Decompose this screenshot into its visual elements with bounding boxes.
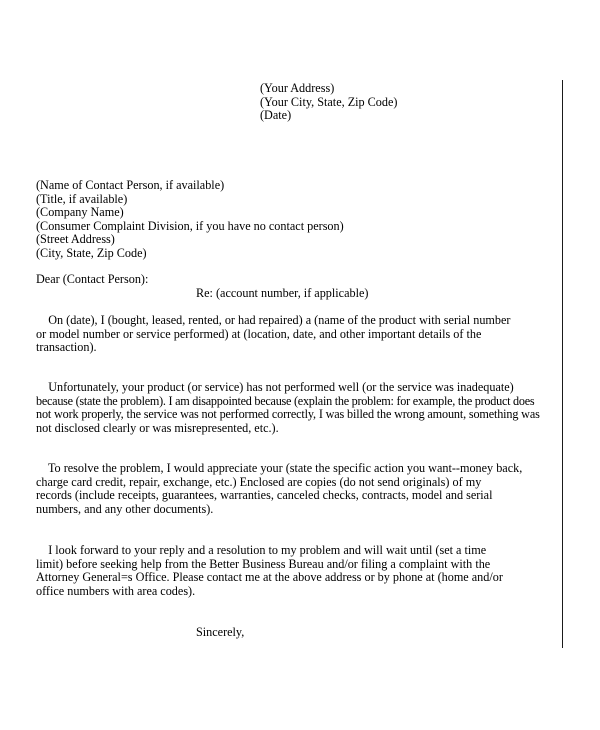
recipient-line: (Street Address) [36,232,115,246]
recipient-block [36,179,344,260]
paragraph-line: not disclosed clearly or was misrepresented, etc.). [36,420,279,435]
closing: Sincerely, [196,625,245,639]
paragraph-line: To resolve the problem, I would appreciate your (state the specific action you want--money back, [36,461,523,475]
paragraph-line: transaction). [36,340,97,354]
recipient-line: (City, State, Zip Code) [36,245,147,260]
paragraph-line: I look forward to your reply and a resolution to my problem and will wait until (set a time [36,543,487,557]
paragraph-line: because (state the problem). I am disappointed because (explain the problem: for example, the product does [36,393,535,408]
paragraph-3 [36,462,522,516]
paragraph-line: records (include receipts, guarantees, warranties, canceled checks, contracts, model and serial [36,488,493,502]
recipient-line: (Name of Contact Person, if available) [36,178,225,192]
paragraph-line: not work properly, the service was not performed correctly, I was billed the wrong amount, something was [36,407,540,421]
paragraph-1 [36,314,510,355]
sender-date: (Date) [260,108,292,122]
sender-block [260,82,397,123]
paragraph-line: Attorney General=s Office. Please contact me at the above address or by phone at (home and/or [36,570,503,584]
sender-address: (Your Address) [260,81,335,95]
paragraph-line: limit) before seeking help from the Better Business Bureau and/or filing a complaint with the [36,556,491,571]
paragraph-line: or model number or service performed) at (location, date, and other important details of the [36,326,482,341]
paragraph-line: charge card credit, repair, exchange, etc.) Enclosed are copies (do not send originals) of my [36,474,482,489]
sender-city-state-zip: (Your City, State, Zip Code) [260,94,398,109]
right-margin-rule [562,80,563,648]
paragraph-line: Unfortunately, your product (or service) has not performed well (or the service was inadequate) [36,380,514,394]
recipient-line: (Consumer Complaint Division, if you have no contact person) [36,218,344,233]
paragraph-line: On (date), I (bought, leased, rented, or had repaired) a (name of the product with serial number [36,313,511,327]
paragraph-line: office numbers with area codes). [36,583,196,598]
recipient-line: (Company Name) [36,205,124,219]
paragraph-2 [36,381,540,435]
recipient-line: (Title, if available) [36,191,128,206]
paragraph-4 [36,544,503,598]
re-line: Re: (account number, if applicable) [196,286,369,300]
salutation: Dear (Contact Person): [36,272,149,286]
paragraph-line: numbers, and any other documents). [36,501,214,516]
